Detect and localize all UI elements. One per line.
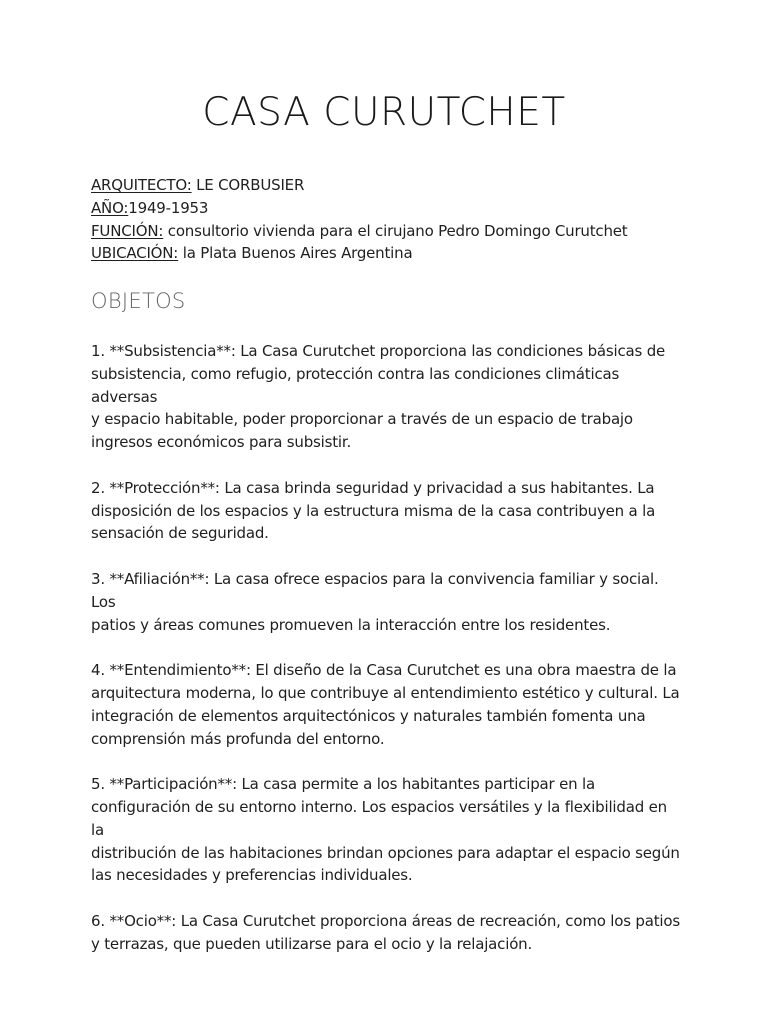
meta-function: [91, 220, 691, 243]
item-line: configuración de su entorno interno. Los espacios versátiles y la flexibilidad en la: [91, 797, 667, 839]
section-heading: OBJETOS: [91, 289, 186, 313]
item-line: subsistencia, como refugio, protección contra las condiciones climáticas adversas: [91, 364, 620, 406]
item-line: y espacio habitable, poder proporcionar a través de un espacio de trabajo: [91, 410, 633, 429]
meta-value: la Plata Buenos Aires Argentina: [178, 244, 413, 263]
page-title: CASA CURUTCHET: [202, 90, 566, 135]
meta-value: 1949-1953: [128, 198, 209, 217]
list-item: [91, 659, 683, 750]
meta-key: UBICACIÓN:: [91, 244, 179, 263]
item-line: y terrazas, que pueden utilizarse para el ocio y la relajación.: [91, 934, 533, 953]
item-line: 1. **Subsistencia**: La Casa Curutchet proporciona las condiciones básicas de: [91, 342, 666, 360]
item-line: integración de elementos arquitectónicos y naturales también fomenta una: [91, 706, 646, 725]
item-line: comprensión más profunda del entorno.: [91, 729, 385, 748]
item-line: 2. **Protección**: La casa brinda seguridad y privacidad a sus habitantes. La: [91, 478, 655, 497]
item-line: ingresos económicos para subsistir.: [91, 433, 352, 452]
item-line: arquitectura moderna, lo que contribuye al entendimiento estético y cultural. La: [91, 683, 680, 702]
item-line: patios y áreas comunes promueven la interacción entre los residentes.: [91, 615, 611, 634]
item-line: 3. **Afiliación**: La casa ofrece espacios para la convivencia familiar y social. Los: [91, 569, 659, 611]
list-item: [91, 568, 683, 636]
meta-architect: [91, 174, 691, 197]
list-item: [91, 910, 683, 956]
objects-list: [91, 340, 683, 978]
item-line: disposición de los espacios y la estructura misma de la casa contribuyen a la: [91, 501, 656, 520]
item-line: sensación de seguridad.: [91, 524, 269, 543]
item-line: 4. **Entendimiento**: El diseño de la Casa Curutchet es una obra maestra de la: [91, 661, 677, 680]
item-line: 5. **Participación**: La casa permite a los habitantes participar en la: [91, 775, 595, 794]
meta-year: [91, 197, 691, 220]
item-line: las necesidades y preferencias individuales.: [91, 866, 413, 885]
meta-key: AÑO:: [91, 198, 129, 217]
meta-key: ARQUITECTO:: [91, 176, 192, 194]
project-metadata: [91, 174, 691, 265]
list-item: [91, 773, 683, 887]
item-line: 6. **Ocio**: La Casa Curutchet proporciona áreas de recreación, como los patios: [91, 911, 680, 930]
item-line: distribución de las habitaciones brindan opciones para adaptar el espacio según: [91, 843, 680, 862]
meta-key: FUNCIÓN:: [91, 221, 164, 240]
list-item: [91, 340, 683, 454]
meta-location: [91, 242, 691, 265]
meta-value: consultorio vivienda para el cirujano Pedro Domingo Curutchet: [163, 221, 628, 240]
list-item: [91, 477, 683, 545]
meta-value: LE CORBUSIER: [191, 176, 305, 194]
